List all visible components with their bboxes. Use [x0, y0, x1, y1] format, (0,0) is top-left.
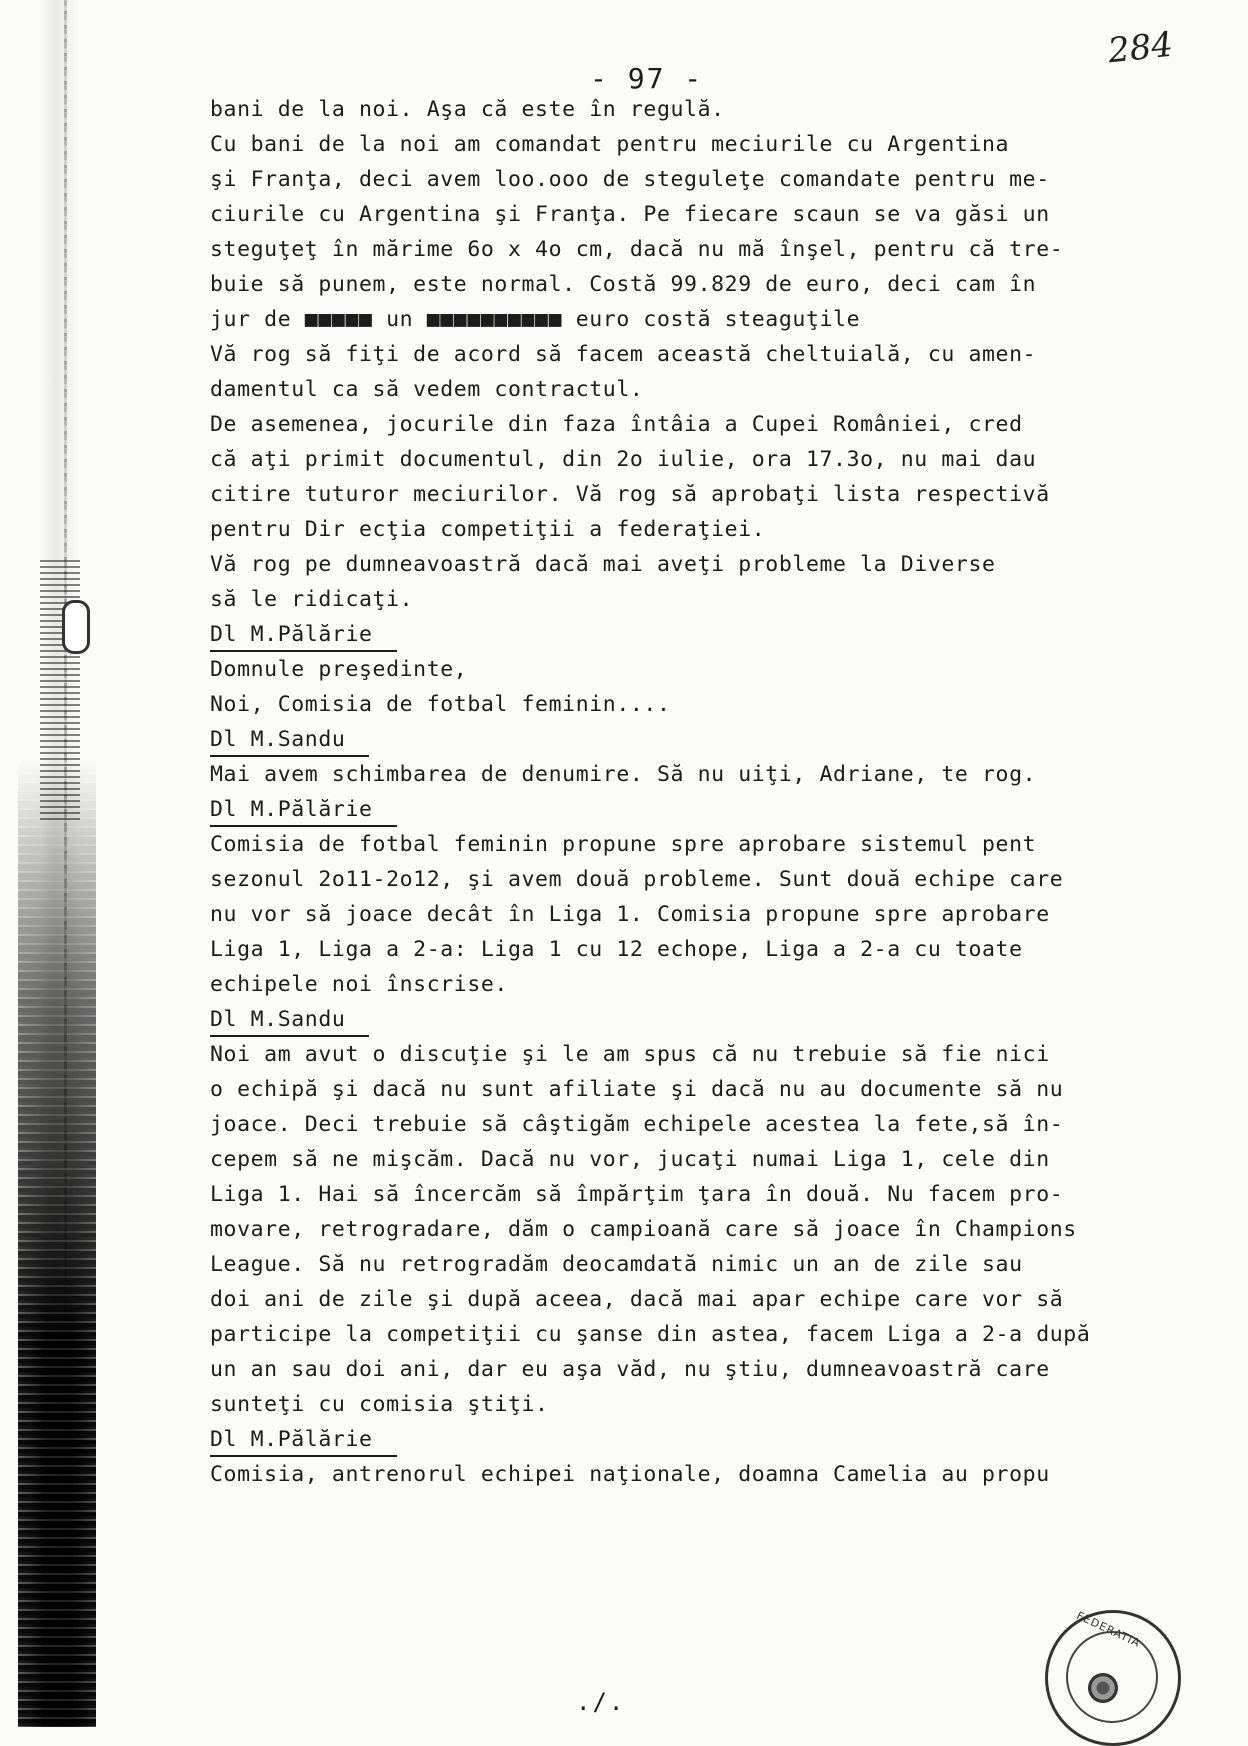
text-line: doi ani de zile şi după aceea, dacă mai apar echipe care vor să: [210, 1287, 1064, 1312]
federation-stamp: [1045, 1610, 1181, 1746]
text-line: citire tuturor meciurilor. Vă rog să aprobaţi lista respectivă: [210, 482, 1050, 507]
speaker-name: Dl M.Sandu: [210, 725, 369, 757]
text-line: sunteţi cu comisia ştiţi.: [210, 1392, 549, 1417]
text-line: jur de ■■■■■ un ■■■■■■■■■■ euro costă steaguţile: [210, 307, 861, 332]
speaker-name: Dl M.Pălărie: [210, 1425, 397, 1457]
binder-hole: [62, 600, 90, 654]
text-line: că aţi primit documentul, din 2o iulie, ora 17.3o, nu mai dau: [210, 447, 1037, 472]
text-line: Mai avem schimbarea de denumire. Să nu uiţi, Adriane, te rog.: [210, 762, 1037, 787]
speaker-name: Dl M.Pălărie: [210, 620, 397, 652]
handwritten-page-number: 284: [1106, 24, 1175, 72]
text-line: un an sau doi ani, dar eu aşa văd, nu ştiu, dumneavoastră care: [210, 1357, 1050, 1382]
document-body-intro: [210, 92, 1090, 617]
text-line: şi Franţa, deci avem loo.ooo de steguleţe comandate pentru me-: [210, 167, 1050, 192]
text-line: ciurile cu Argentina şi Franţa. Pe fiecare scaun se va găsi un: [210, 202, 1050, 227]
text-line: League. Să nu retrogradăm deocamdată nimic un an de zile sau: [210, 1252, 1023, 1277]
text-line: Comisia, antrenorul echipei naţionale, doamna Camelia au propu: [210, 1462, 1050, 1487]
speaker-block: [210, 617, 1090, 722]
text-line: sezonul 2o11-2o12, şi avem două probleme. Sunt două echipe care: [210, 867, 1064, 892]
text-line: Liga 1. Hai să încercăm să împărţim ţara în două. Nu facem pro-: [210, 1182, 1064, 1207]
text-line: participe la competiţii cu şanse din astea, facem Liga a 2-a după: [210, 1322, 1090, 1347]
text-line: De asemenea, jocurile din faza întâia a Cupei României, cred: [210, 412, 1023, 437]
text-line: Noi, Comisia de fotbal feminin....: [210, 692, 671, 717]
text-line: pentru Dir ecţia competiţii a federaţiei.: [210, 517, 766, 542]
scan-edge-dark-band: [18, 760, 96, 1727]
text-line: steguţeţ în mărime 6o x 4o cm, dacă nu mă înşel, pentru că tre-: [210, 237, 1064, 262]
speaker-name: Dl M.Sandu: [210, 1005, 369, 1037]
text-line: joace. Deci trebuie să câştigăm echipele acestea la fete,să în-: [210, 1112, 1064, 1137]
text-line: damentul ca să vedem contractul.: [210, 377, 644, 402]
speaker-block: [210, 1422, 1090, 1492]
text-line: Vă rog să fiţi de acord să facem această cheltuială, cu amen-: [210, 342, 1037, 367]
page-number: - 97 -: [590, 62, 704, 95]
text-line: Cu bani de la noi am comandat pentru meciurile cu Argentina: [210, 132, 1010, 157]
speaker-block: [210, 792, 1090, 1002]
text-line: movare, retrogradare, dăm o campioană care să joace în Champions: [210, 1217, 1077, 1242]
text-line: bani de la noi. Aşa că este în regulă.: [210, 97, 725, 122]
speaker-name: Dl M.Pălărie: [210, 795, 397, 827]
text-line: echipele noi înscrise.: [210, 972, 508, 997]
text-line: buie să punem, este normal. Costă 99.829 de euro, deci cam în: [210, 272, 1037, 297]
text-line: să le ridicaţi.: [210, 587, 414, 612]
continuation-mark: ./.: [576, 1688, 626, 1716]
text-line: Noi am avut o discuţie şi le am spus că nu trebuie să fie nici: [210, 1042, 1050, 1067]
text-line: cepem să ne mişcăm. Dacă nu vor, jucaţi numai Liga 1, cele din: [210, 1147, 1050, 1172]
stamp-text: FEDERATIA: [1074, 1609, 1143, 1650]
speaker-block: [210, 1002, 1090, 1422]
text-line: o echipă şi dacă nu sunt afiliate şi dacă nu au documente să nu: [210, 1077, 1064, 1102]
text-line: Domnule preşedinte,: [210, 657, 468, 682]
text-line: nu vor să joace decât în Liga 1. Comisia propune spre aprobare: [210, 902, 1050, 927]
speaker-block: [210, 722, 1090, 792]
football-icon: [1088, 1673, 1118, 1703]
text-line: Liga 1, Liga a 2-a: Liga 1 cu 12 echope, Liga a 2-a cu toate: [210, 937, 1023, 962]
text-line: Vă rog pe dumneavoastră dacă mai aveţi probleme la Diverse: [210, 552, 996, 577]
text-line: Comisia de fotbal feminin propune spre aprobare sistemul pent: [210, 832, 1037, 857]
